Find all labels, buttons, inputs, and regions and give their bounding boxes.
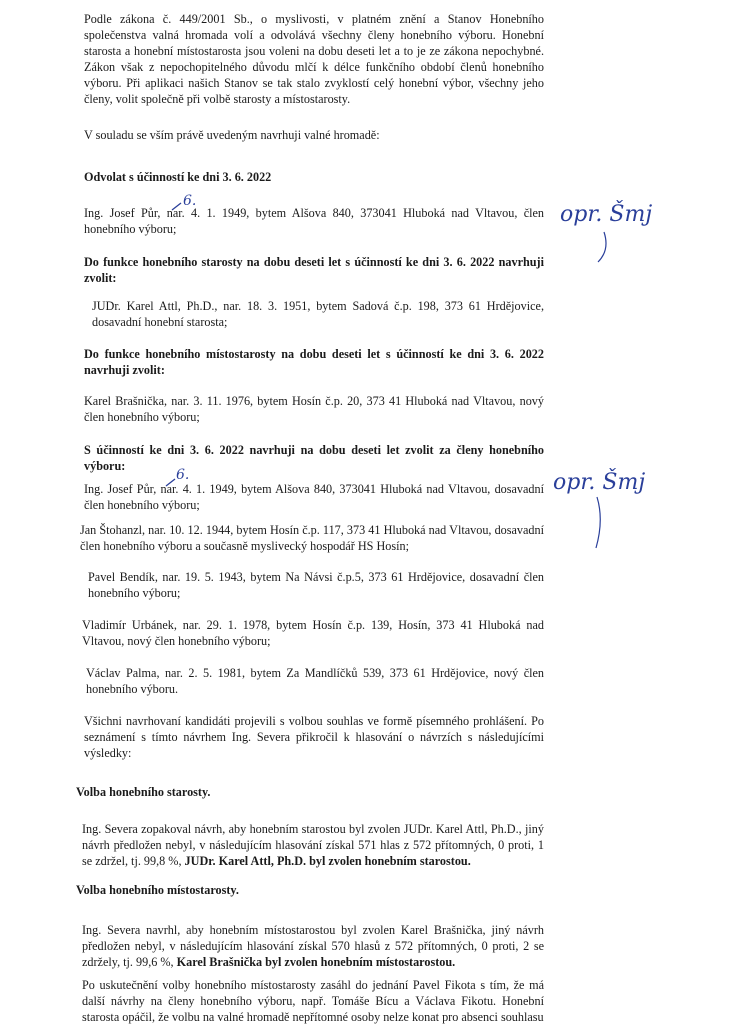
vote-starosta-heading: Volba honebního starosty. [76,785,211,799]
palma-entry: Václav Palma, nar. 2. 5. 1981, bytem Za Mandlíčků 539, 373 61 Hrdějovice, nový člen honebního výboru. [86,666,544,697]
stohanzl-entry: Jan Štohanzl, nar. 10. 12. 1944, bytem Hosín č.p. 117, 373 41 Hluboká nad Vltavou, dosavadní člen honebního výboru a současně myslivecký hospodář HS Hosín; [80,523,544,554]
vote-starosta-details: Ing. Severa zopakoval návrh, aby honebním starostou byl zvolen JUDr. Karel Attl, Ph.D., jiný návrh předložen nebyl, v následujícím hlasování získal 571 hlas z 572 přítomných, 0 proti, 1 se zdržel, tj. 99,8 %, [82,822,544,869]
handwritten-correction-2: 6. [176,467,190,483]
urbanek-entry: Vladimír Urbánek, nar. 29. 1. 1978, bytem Hosín č.p. 139, Hosín, 373 41 Hluboká nad Vltavou, nový člen honebního výboru; [82,618,544,649]
vote-mistostarosta-result: Karel Brašnička byl zvolen honebním místostarostou. [176,955,456,970]
candidates-paragraph: Všichni navrhovaní kandidáti projevili s volbou souhlas ve formě písemného prohlášení. Po seznámení s tímto návrhem Ing. Severa přikročil k hlasování o návrzích s následujícími výsledky: [84,714,544,761]
recall-pur: Ing. Josef Půr, nar. 4. 1. 1949, bytem Alšova 840, 373041 Hluboká nad Vltavou, člen honebního výboru; [84,206,544,237]
mistostarosta-heading: Do funkce honebního místostarosty na dobu deseti let s účinností ke dni 3. 6. 2022 navrhuji zvolit: [84,347,544,378]
recall-heading: Odvolat s účinností ke dni 3. 6. 2022 [84,170,272,184]
after-vote-paragraph: Po uskutečnění volby honebního místostarosty zasáhl do jednání Pavel Fikota s tím, že má další návrhy na členy honebního výboru, např. Tomáše Bícu a Václava Fikotu. Honební starosta opáčil, že volbu na valné hromadě nepřítomné osoby nelze konat pro absenci souhlasu [82,978,544,1025]
intro-paragraph: Podle zákona č. 449/2001 Sb., o myslivosti, v platném znění a Stanov Honebního společenstva valná hromada volí a odvolává všechny členy honebního výboru. Honební starosta a honební místostarosta jsou voleni na dobu deseti let a to je ze zákona nepochybné. Zákon však z nepochopitelného důvodu mlčí k délce funkčního období členů honebního výboru. Při aplikaci našich Stanov se tak stalo zvyklostí celý honební výbor, všechny jeho členy, volit společně při volbě starosty a místostarosty. [84,12,544,107]
handwritten-correction-1: 6. [183,193,197,209]
brasnicka-entry: Karel Brašnička, nar. 3. 11. 1976, bytem Hosín č.p. 20, 373 41 Hluboká nad Vltavou, nový člen honebního výboru; [84,394,544,425]
vote-mistostarosta-details: Ing. Severa navrhl, aby honebním místostarostou byl zvolen Karel Brašnička, jiný návrh předložen nebyl, v následujícím hlasování získal 570 hlasů z 572 přítomných, 0 proti, 2 se zdržely, tj. 99,6 %, [82,923,544,970]
vote-starosta-result: JUDr. Karel Attl, Ph.D. byl zvolen honebním starostou. [184,854,471,869]
member-pur: Ing. Josef Půr, nar. 4. 1. 1949, bytem Alšova 840, 373041 Hluboká nad Vltavou, dosavadní člen honebního výboru; [84,482,544,513]
members-heading: S účinností ke dni 3. 6. 2022 navrhuji na dobu deseti let zvolit za členy honebního výboru: [84,443,544,474]
vote-mistostarosta-heading: Volba honebního místostarosty. [76,883,239,897]
bendik-entry: Pavel Bendík, nar. 19. 5. 1943, bytem Na Návsi č.p.5, 373 61 Hrdějovice, dosavadní člen honebního výboru; [88,570,544,601]
handwritten-margin-note-2: opr. Šmj [553,470,646,495]
handwritten-margin-note-1: opr. Šmj [560,202,653,227]
starosta-heading: Do funkce honebního starosty na dobu deseti let s účinností ke dni 3. 6. 2022 navrhuji zvolit: [84,255,544,286]
attl-entry: JUDr. Karel Attl, Ph.D., nar. 18. 3. 1951, bytem Sadová č.p. 198, 373 61 Hrdějovice, dosavadní honební starosta; [92,299,544,330]
proposal-intro: V souladu se vším právě uvedeným navrhuji valné hromadě: [84,128,380,142]
